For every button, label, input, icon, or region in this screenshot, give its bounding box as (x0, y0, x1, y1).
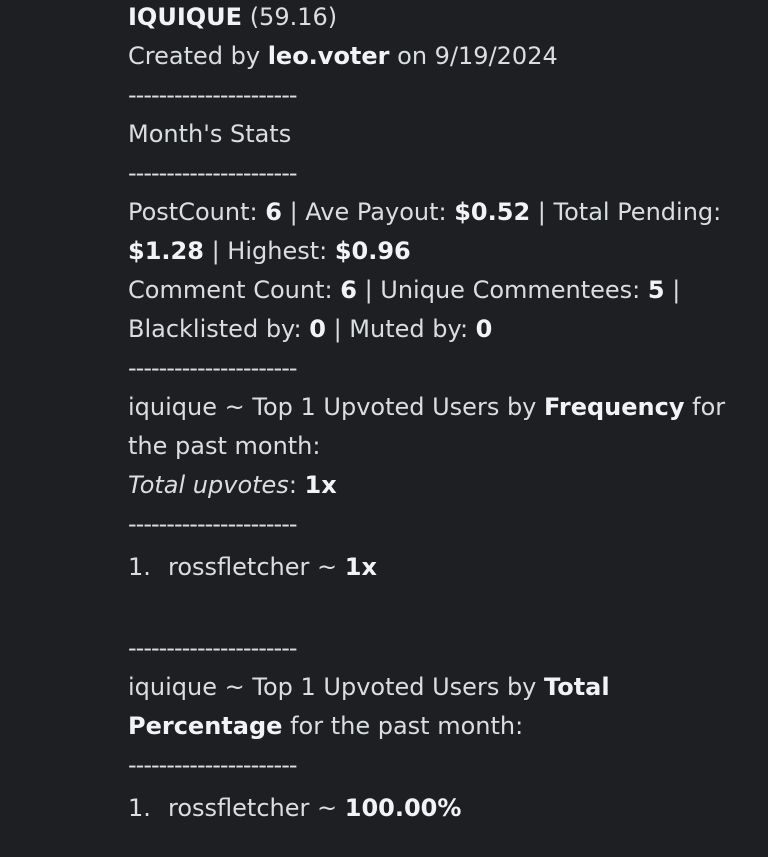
total-pending-label: | Total Pending: (537, 198, 722, 226)
separator: ---------------------- (128, 159, 297, 187)
total-pending-value: $1.28 (128, 237, 204, 265)
blacklisted-value: 0 (309, 315, 326, 343)
community-title-line (128, 0, 758, 37)
list-item-text (168, 548, 377, 587)
ave-payout-label: | Ave Payout: (289, 198, 447, 226)
created-date: on 9/19/2024 (397, 42, 558, 70)
created-prefix: Created by (128, 42, 261, 70)
creator-username: leo.voter (267, 42, 390, 70)
frequency-metric: Frequency (544, 393, 685, 421)
percentage-metric: Total Percentage (128, 673, 610, 740)
frequency-intro: iquique ~ Top 1 Upvoted Users by (128, 393, 537, 421)
list-item-user: rossfletcher ~ (168, 553, 338, 581)
separator: ---------------------- (128, 634, 297, 662)
total-upvotes-value: 1x (304, 471, 337, 499)
muted-value: 0 (475, 315, 493, 343)
created-line (128, 37, 758, 76)
list-item (128, 789, 758, 828)
pipe-separator: | (672, 276, 681, 304)
comment-stats (128, 271, 758, 349)
total-upvotes-label: Total upvotes (128, 471, 289, 499)
unique-commentees-value: 5 (647, 276, 665, 304)
highest-value: $0.96 (334, 237, 411, 265)
list-item-number: 1. (128, 553, 151, 581)
community-score: (59.16) (249, 3, 338, 31)
total-upvotes-line (128, 466, 758, 505)
blacklisted-label: Blacklisted by: (128, 315, 302, 343)
total-upvotes-colon: : (288, 471, 297, 499)
message-content (128, 0, 758, 828)
comment-count-value: 6 (340, 276, 357, 304)
section-title: Month's Stats (128, 120, 292, 148)
list-item-number: 1. (128, 794, 151, 822)
unique-commentees-label: | Unique Commentees: (364, 276, 641, 304)
list-item (128, 548, 758, 587)
list-item-value: 1x (344, 553, 377, 581)
ave-payout-value: $0.52 (454, 198, 531, 226)
list-item-user: rossfletcher ~ (168, 794, 338, 822)
post-count-value: 6 (265, 198, 282, 226)
community-name: IQUIQUE (128, 3, 243, 31)
separator: ---------------------- (128, 81, 297, 109)
separator: ---------------------- (128, 751, 297, 779)
percentage-suffix: for the past month: (290, 712, 524, 740)
separator: ---------------------- (128, 510, 297, 538)
comment-count-label: Comment Count: (128, 276, 333, 304)
highest-label: | Highest: (211, 237, 328, 265)
separator: ---------------------- (128, 354, 297, 382)
muted-label: | Muted by: (333, 315, 469, 343)
post-count-label: PostCount: (128, 198, 258, 226)
percentage-intro: iquique ~ Top 1 Upvoted Users by (128, 673, 537, 701)
frequency-heading (128, 388, 758, 466)
percentage-heading (128, 668, 758, 746)
list-item-value: 100.00% (344, 794, 462, 822)
post-stats (128, 193, 758, 271)
list-item-text (168, 789, 461, 828)
frequency-suffix: for the past month: (128, 393, 726, 460)
